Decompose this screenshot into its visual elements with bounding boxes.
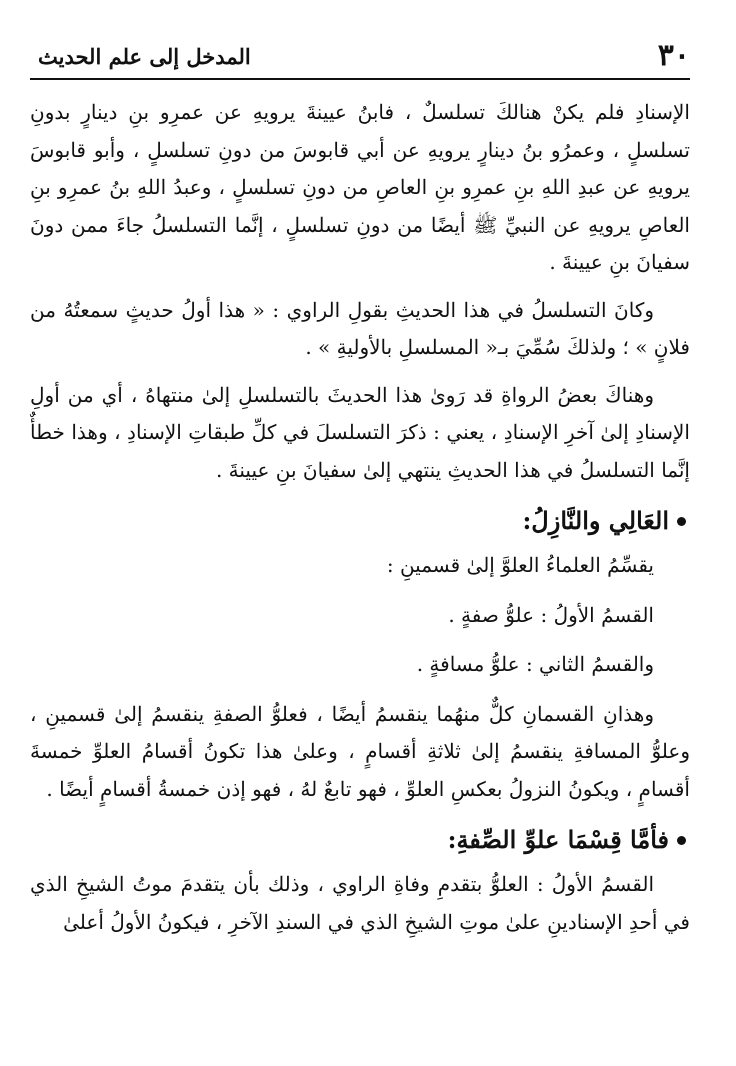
- page-header: [30, 38, 690, 80]
- item-second-division: والقسمُ الثاني : علوُّ مسافةٍ .: [416, 652, 654, 676]
- paragraph-isnad-chain: الإسنادِ فلم يكنْ هنالكَ تسلسلٌ ، فابنُ عيينةَ يرويهِ عن عمرِو بنِ دينارٍ بدونِ تسلسلٍ ، وعمرُو بنُ دينارٍ يرويهِ عن أبي قابوسَ من دونِ تسلسلٍ ، وأبو قابوسَ يرويهِ عن عبدِ اللهِ بنِ عمرِو بنِ العاصِ من دونِ تسلسلٍ ، وعبدُ اللهِ بنُ عمرِو بنِ العاصِ يرويهِ عن النبيِّ ﷺ أيضًا من دونِ تسلسلٍ ، إنَّما التسلسلُ جاءَ ممن دونَ سفيانَ بنِ عيينةَ .: [30, 100, 690, 274]
- bullet-icon: [677, 836, 686, 845]
- paragraph-narrators-error: وهناكَ بعضُ الرواةِ قد رَوىٰ هذا الحديثَ بالتسلسلِ إلىٰ منتهاهُ ، أي من أولِ الإسنادِ إلىٰ آخرِ الإسنادِ ، يعني : ذكرَ التسلسلَ في كلِّ طبقاتِ الإسنادِ ، وهذا خطأٌ إنَّما التسلسلُ في هذا الحديثِ ينتهي إلىٰ سفيانَ بنِ عيينةَ .: [30, 382, 690, 482]
- section-heading-text: فأمَّا قِسْمَا علوِّ الصِّفةِ:: [447, 825, 669, 854]
- running-title: المدخل إلى علم الحديث: [38, 44, 251, 69]
- section-heading-uluw-sifa: [30, 818, 686, 862]
- paragraph-musalsal-awwaliyya: وكانَ التسلسلُ في هذا الحديثِ بقولِ الراوي : « هذا أولُ حديثٍ سمعتُهُ من فلانٍ » ؛ ولذلكَ سُمِّيَ بـ« المسلسلِ بالأوليةِ » .: [30, 297, 690, 359]
- bullet-icon: [677, 517, 686, 526]
- paragraph-division-counts: وهذانِ القسمانِ كلٌّ منهُما ينقسمُ أيضًا ، فعلوُّ الصفةِ ينقسمُ إلىٰ قسمينِ ، وعلوُّ المسافةِ ينقسمُ إلىٰ ثلاثةِ أقسامٍ ، وعلىٰ هذا تكونُ أقسامُ العلوِّ خمسةَ أقسامٍ ، ويكونُ النزولُ بعكسِ العلوِّ ، فهو تابعٌ لهُ ، فهو إذن خمسةُ أقسامٍ أيضًا .: [30, 701, 690, 801]
- page-body: [30, 94, 690, 941]
- paragraph-first-type: القسمُ الأولُ : العلوُّ بتقدمِ وفاةِ الراوي ، وذلك بأن يتقدمَ موتُ الشيخِ الذي في أحدِ الإسنادينِ علىٰ موتِ الشيخِ الذي في السندِ الآخرِ ، فيكونُ الأولُ أعلىٰ: [30, 872, 690, 934]
- section-heading-text: العَالِي والنَّازِلُ:: [522, 506, 669, 535]
- section-heading-aali-nazil: [30, 499, 686, 543]
- book-page: [30, 38, 690, 951]
- item-first-division: القسمُ الأولُ : علوُّ صفةٍ .: [448, 602, 654, 627]
- item-division-intro: يقسِّمُ العلماءُ العلوَّ إلىٰ قسمينِ :: [386, 553, 654, 577]
- page-number: ٣٠: [657, 38, 690, 73]
